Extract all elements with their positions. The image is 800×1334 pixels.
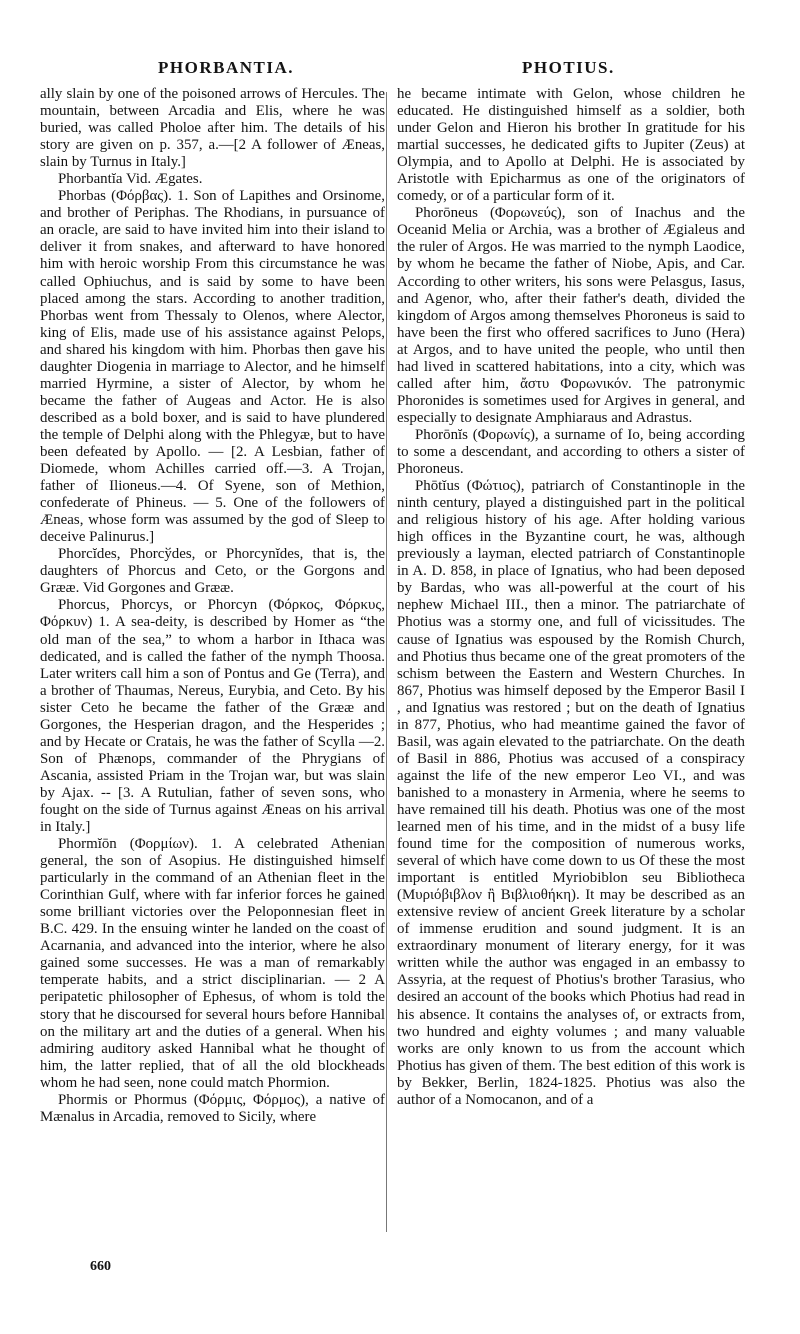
paragraph-phormis-continuation: he became intimate with Gelon, whose children he educated. He distinguished himself as a soldier, both under Gelon and Hieron his brother In gratitude for his martial successes, he dedicated gifts to Jupiter (Zeus) at Olympia, and to Apollo at Delphi. He is associated by Aristotle with Epicharmus as one of the originators of comedy, or of a particular form of it. [397,86,745,205]
entry-phormion: Phormĭōn (Φορμίων). 1. A celebrated Athenian general, the son of Asopius. He distinguished himself particularly in the command of an Athenian fleet in the Corinthian Gulf, where with far inferior forces he gained some brilliant victories over the Peloponnesian fleet in B.C. 429. In the ensuing winter he landed on the coast of Acarnania, and advanced into the interior, where he also gained some successes. He was a man of remarkably temperate habits, and a strict disciplinarian. — 2 A peripatetic philosopher of Ephesus, of whom is told the story that he discoursed for several hours before Hannibal on the military art and the duties of a general. When his admiring auditory asked Hannibal what he thought of him, the latter replied, that of all the old blockheads whom he had seen, none could match Phormion. [40,836,385,1091]
column-right [397,86,745,1109]
entry-phorbas: Phorbas (Φόρβας). 1. Son of Lapithes and Orsinome, and brother of Periphas. The Rhodians, in pursuance of an oracle, are said to have invited him into their island to deliver it from snakes, and afterward to have honored him with heroic worship From this circumstance he was called Ophiuchus, and is said by some to have been placed among the stars. According to another tradition, Phorbas went from Thessaly to Olenos, where Alector, king of Elis, made use of his assistance against Pelops, and shared his kingdom with him. Phorbas then gave his daughter Diogenia in marriage to Alector, and he himself married Hyrmine, a sister of Alector, by whom he became the father of Augeas and Actor. He is also described as a bold boxer, and is said to have plundered the temple of Delphi along with the Phlegyæ, but to have been defeated by Apollo. — [2. A Lesbian, father of Diomede, whom Achilles carried off.—3. A Trojan, father of Ilioneus.—4. Of Syene, son of Methion, confederate of Phineus. — 5. One of the followers of Æneas, whose form was assumed by the god of Sleep to deceive Palinurus.] [40,188,385,546]
entry-phoronis: Phorōnĭs (Φορωνίς), a surname of Io, being according to some a descendant, and according to others a sister of Phoroneus. [397,426,745,478]
running-head-right: PHOTIUS. [522,58,615,77]
entry-photius: Phōtĭus (Φώτιος), patriarch of Constantinople in the ninth century, played a distinguished part in the political and religious history of his age. After holding various high offices in the Byzantine court, he was, although previously a layman, elected patriarch of Constantinople in A. D. 858, in place of Ignatius, who had been deposed by Bardas, who was all-powerful at the court of his nephew Michael III., then a minor. The patriarchate of Photius was a stormy one, and full of vicissitudes. The cause of Ignatius was espoused by the Romish Church, and Photius thus became one of the great promoters of the schism between the Eastern and Western Churches. In 867, Photius was himself deposed by the Emperor Basil I , and Ignatius was restored ; but on the death of Ignatius in 877, Photius, who had meantime gained the favor of Basil, was again elevated to the patriarchate. On the death of Basil in 886, Photius was accused of a conspiracy against the life of the new emperor Leo VI., and was banished to a monastery in Armenia, where he seems to have remained till his death. Photius was one of the most learned men of his time, and in the midst of a busy life found time for the composition of numerous works, several of which have come down to us Of these the most important is entitled Myriobiblon seu Bibliotheca (Μυριόβιβλον ἢ Βιβλιοθήκη). It may be described as an extensive review of ancient Greek literature by a scholar of immense erudition and sound judgment. It is an extraordinary monument of literary energy, for it was written while the author was engaged in an embassy to Assyria, at the request of Photius's brother Tarasius, who desired an account of the books which Photius had read in his absence. It contains the analyses of, or extracts from, two hundred and eighty volumes ; and many valuable works are only known to us from the account which Photius has given of them. The best edition of this work is by Bekker, Berlin, 1824-1825. Photius was also the author of a Nomocanon, and of a [397,478,745,1108]
entry-phorcides: Phorcĭdes, Phorcўdes, or Phorcynĭdes, that is, the daughters of Phorcus and Ceto, or the Gorgons and Grææ. Vid Gorgones and Grææ. [40,546,385,597]
entry-phormis: Phormis or Phormus (Φόρμις, Φόρμος), a native of Mænalus in Arcadia, removed to Sicily, where [40,1091,385,1125]
column-left [40,86,385,1126]
page-number: 660 [90,1259,111,1274]
paragraph-phoenix-continuation: ally slain by one of the poisoned arrows of Hercules. The mountain, between Arcadia and Elis, where he was buried, was called Pholoe after him. The details of his story are given on p. 357, a.—[2 A follower of Æneas, slain by Turnus in Italy.] [40,86,385,171]
running-head-left: PHORBANTIA. [158,58,294,77]
entry-phoroneus: Phorōneus (Φορωνεύς), son of Inachus and the Oceanid Melia or Archia, was a brother of Ægialeus and the ruler of Argos. He was married to the nymph Laodice, by whom he became the father of Niobe, Apis, and Car. According to other writers, his sons were Pelasgus, Iasus, and Agenor, who, after their father's death, divided the kingdom of Argos among themselves Phoroneus is said to have been the first who offered sacrifices to Juno (Hera) at Argos, and to have united the people, who until then had lived in scattered habitations, into a city, which was called after him, ἄστυ Φορωνικόν. The patronymic Phoronides is sometimes used for Argives in general, and especially to designate Amphiaraus and Adrastus. [397,205,745,426]
entry-phorbantia: Phorbantĭa Vid. Ægates. [58,171,203,188]
entry-phorcus: Phorcus, Phorcys, or Phorcyn (Φόρκος, Φόρκυς, Φόρκυν) 1. A sea-deity, is described by Homer as “the old man of the sea,” to whom a harbor in Ithaca was dedicated, and is called the father of the nymph Thoosa. Later writers call him a son of Pontus and Ge (Terra), and a brother of Thaumas, Nereus, Eurybia, and Ceto. By his sister Ceto he became the father of the Grææ and Gorgones, the Hesperian dragon, and the Hesperides ; and by Hecate or Cratais, he was the father of Scylla —2. Son of Phænops, commander of the Phrygians of Ascania, assisted Priam in the Trojan war, but was slain by Ajax. -- [3. A Rutulian, father of seven sons, who fought on the side of Turnus against Æneas on his arrival in Italy.] [40,597,385,836]
column-rule [386,92,387,1232]
